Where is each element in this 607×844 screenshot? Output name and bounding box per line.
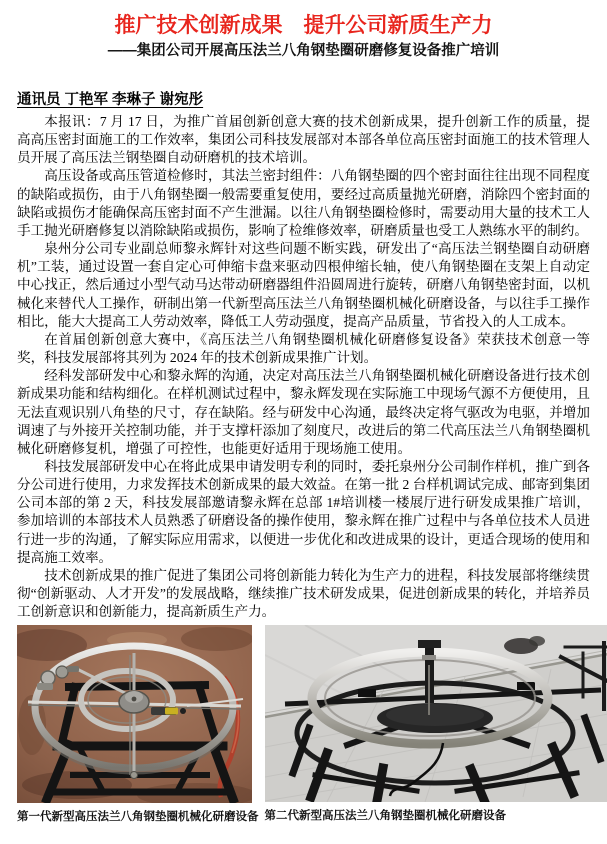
figure-row <box>17 625 607 824</box>
paragraph-4: 在首届创新创意大赛中，《高压法兰八角钢垫圈机械化研磨修复设备》荣获技术创意一等奖，科技发展部将其列为 2024 年的技术创新成果推广计划。 <box>17 331 590 366</box>
byline: 通讯员 丁艳军 李琳子 谢宛彤 <box>17 92 204 108</box>
page-title: 推广技术创新成果 提升公司新质生产力 <box>114 14 493 37</box>
page-subtitle: ——集团公司开展高压法兰八角钢垫圈研磨修复设备推广培训 <box>107 43 500 59</box>
figure-caption-generation-1: 第一代新型高压法兰八角钢垫圈机械化研磨设备 <box>17 811 259 824</box>
figure-caption-generation-2: 第二代新型高压法兰八角钢垫圈机械化研磨设备 <box>264 810 506 823</box>
figure-generation-1 <box>17 625 259 824</box>
generation-2-machine-photo <box>265 625 607 802</box>
paragraph-5: 经科发部研发中心和黎永辉的沟通，决定对高压法兰八角钢垫圈机械化研磨设备进行技术创新成果功能和结构细化。在样机测试过程中，黎永辉发现在实际施工中现场气源不方便使用，且无法直观识别八角垫的尺寸，存在缺陷。经与研发中心沟通，最终决定将气驱改为电驱，并增加调速了与外接开关控制功能，并于支撑杆添加了刻度尺，改进后的第二代高压法兰八角钢垫圈机械化研磨修复机，增强了可控性，也能更好适用于现场施工使用。 <box>17 368 590 456</box>
paragraph-3: 泉州分公司专业副总师黎永辉针对这些问题不断实践，研发出了“高压法兰钢垫圈自动研磨机”工装，通过设置一套自定心可伸缩卡盘来驱动四根伸缩长轴，使八角钢垫圈在支架上自动定中心找正，然后通过小型气动马达带动研磨器组件沿圆周进行旋转，研磨八角钢垫密封面，以机械化来替代人工操作，研制出第一代新型高压法兰八角钢垫圈机械化研磨设备，与以往手工操作相比，能大大提高工人劳动效率，降低工人劳动强度，提高产品质量，节省投入的人工成本。 <box>17 241 590 329</box>
paragraph-2: 高压设备或高压管道检修时，其法兰密封组件：八角钢垫圈的四个密封面往往出现不同程度的缺陷或损伤，由于八角钢垫圈一般需要重复使用，要经过高质量抛光研磨，消除四个密封面的缺陷或损伤才能确保高压密封面不产生泄漏。以往八角钢垫圈检修时，需要动用大量的技术工人手工抛光研磨修复以消除缺陷或损伤，影响了检维修效率，研磨质量也受工人熟练水平的制约。 <box>17 168 590 238</box>
paragraph-6: 科技发展部研发中心在将此成果申请发明专利的同时，委托泉州分公司制作样机，推广到各分公司进行使用，力求发挥技术创新成果的最大效益。在第一批 2 台样机调试完成、邮寄到集团公司本部的第 2 天，科技发展部邀请黎永辉在总部 1#培训楼一楼展厅进行研发成果推广培训，参加培训的本部技术人员熟悉了研磨设备的操作使用，黎永辉在推广过程中与各单位技术人员进行进一步的沟通，了解实际应用需求，以便进一步优化和改进成果的设计，更适合现场的使用和提高施工效率。 <box>17 458 590 565</box>
paragraph-1: 本报讯：7 月 17 日，为推广首届创新创意大赛的技术创新成果，提升创新工作的质量，提高高压密封面施工的工作效率，集团公司科技发展部对本部各单位高压密封面施工的技术管理人员开展了高压法兰钢垫圈自动研磨机的技术培训。 <box>17 114 590 166</box>
figure-generation-2 <box>265 625 607 823</box>
generation-1-machine-photo <box>17 625 259 803</box>
paragraph-7: 技术创新成果的推广促进了集团公司将创新能力转化为生产力的进程，科技发展部将继续贯彻“创新驱动、人才开发”的发展战略，继续推广技术研发成果，促进创新成果的转化，并培养员工创新意识和创新能力，提高新质生产力。 <box>17 567 590 620</box>
